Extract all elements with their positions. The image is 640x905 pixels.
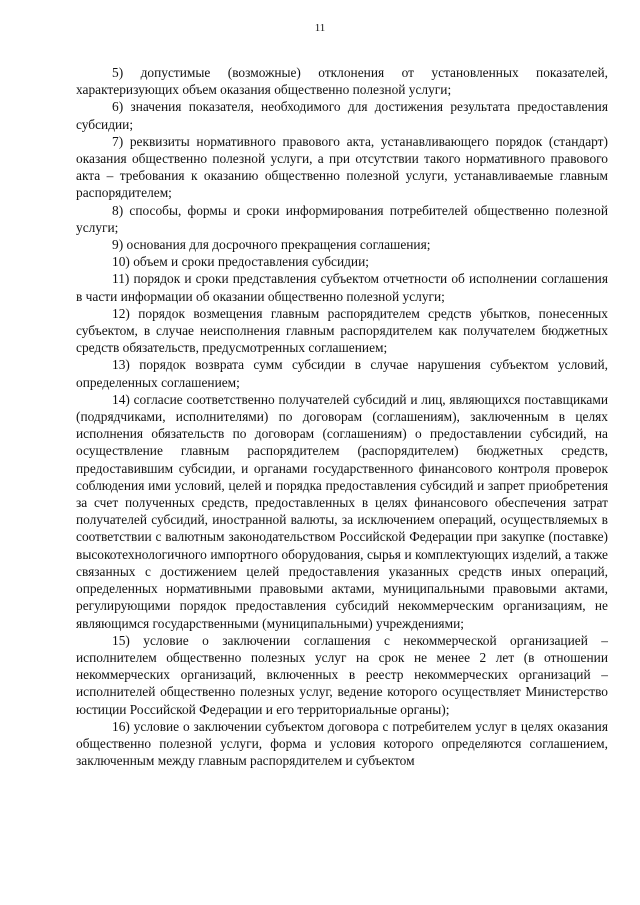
document-body (76, 64, 608, 769)
list-item: 6) значения показателя, необходимого для достижения результата предоставления субсидии; (76, 99, 608, 132)
list-item: 7) реквизиты нормативного правового акта, устанавливающего порядок (стандарт) оказания общественно полезной услуги, а при отсутствии такого нормативного правового акта – требования к оказанию общественно полезной услуги, устанавливаемые главным распорядителем; (76, 133, 608, 201)
list-item: 12) порядок возмещения главным распорядителем средств убытков, понесенных субъектом, в случае неисполнения главным распорядителем как получателем бюджетных средств обязательств, предусмотренных соглашением; (76, 305, 608, 356)
list-item: 11) порядок и сроки представления субъектом отчетности об исполнении соглашения в части информации об оказании общественно полезной услуги; (76, 271, 608, 304)
list-item: 15) условие о заключении соглашения с некоммерческой организацией – исполнителем общественно полезных услуг на срок не менее 2 лет (в отношении некоммерческих организаций, включенных в реестр некоммерческих организаций – исполнителей общественно полезных услуг, ведение которого осуществляет Министерство юстиции Российской Федерации и его территориальные органы); (76, 632, 608, 717)
list-item: 13) порядок возврата сумм субсидии в случае нарушения субъектом условий, определенных соглашением; (76, 357, 608, 390)
list-item: 8) способы, формы и сроки информирования потребителей общественно полезной услуги; (76, 202, 608, 235)
page-number: 11 (314, 22, 326, 34)
list-item: 10) объем и сроки предоставления субсидии; (112, 254, 369, 270)
list-item: 16) условие о заключении субъектом договора с потребителем услуг в целях оказания общественно полезной услуги, форма и условия которого определяются соглашением, заключенным между главным распорядителем и субъектом (76, 718, 608, 769)
list-item: 9) основания для досрочного прекращения соглашения; (112, 237, 431, 253)
list-item: 14) согласие соответственно получателей субсидий и лиц, являющихся поставщиками (подрядчиками, исполнителями) по договорам (соглашениям), заключенным в целях исполнения обязательств по договорам (соглашениям) о предоставлении субсидий, на осуществление главным распорядителем (распорядителем) бюджетных средств, предоставившим субсидии, и органами государственного финансового контроля проверок соблюдения ими условий, целей и порядка предоставления субсидий и запрет приобретения за счет полученных средств, предоставленных в целях финансового обеспечения затрат получателей субсидий, иностранной валюты, за исключением операций, осуществляемых в соответствии с валютным законодательством Российской Федерации при закупке (поставке) высокотехнологичного импортного оборудования, сырья и комплектующих изделий, а также связанных с достижением целей предоставления указанных средств иных операций, определенных нормативными правовыми актами, муниципальными правовыми актами, регулирующими порядок предоставления субсидий некоммерческим организациям, не являющимся государственными (муниципальными) учреждениями; (76, 391, 608, 631)
list-item: 5) допустимые (возможные) отклонения от установленных показателей, характеризующих объем оказания общественно полезной услуги; (76, 65, 608, 98)
